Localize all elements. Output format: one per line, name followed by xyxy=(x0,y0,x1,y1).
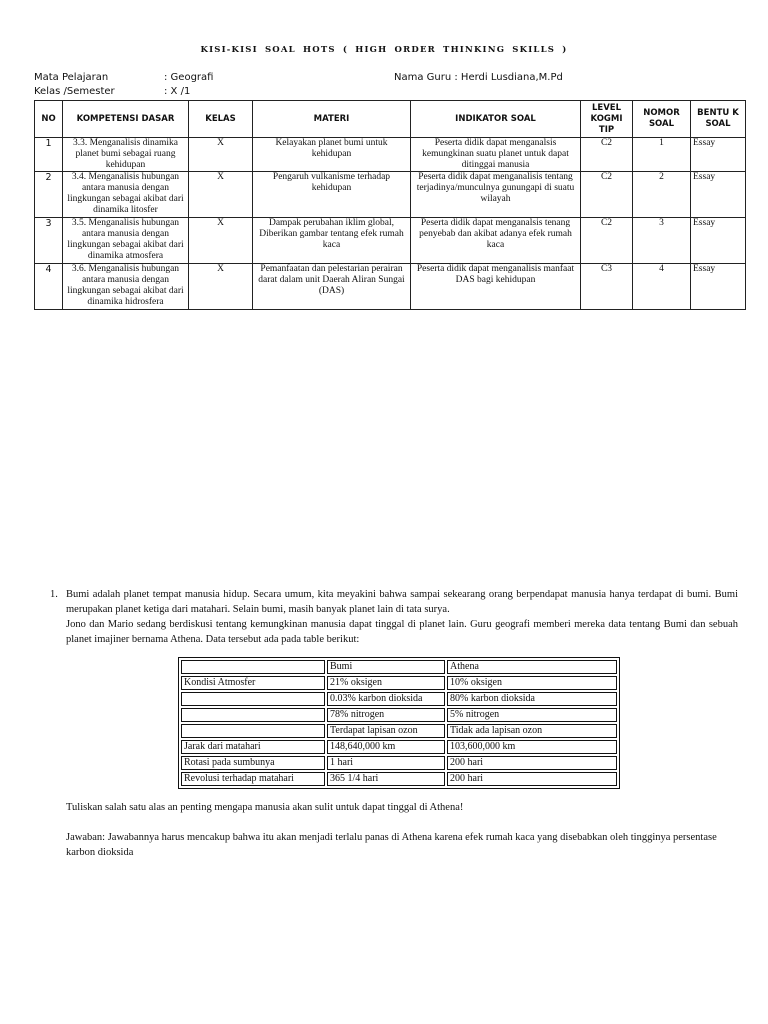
row-label-cell xyxy=(181,692,325,706)
cell-indikator: Peserta didik dapat menganalisis manfaat DAS bagi kehidupan xyxy=(411,264,581,310)
question-number: 1. xyxy=(50,589,58,600)
cell-kompetensi-dasar: 3.4. Menganalisis hubungan antara manusia dengan lingkungan sebagai akibat dari dinamika litosfer xyxy=(63,172,189,218)
cell-level: C2 xyxy=(581,218,633,264)
kisi-header-row xyxy=(35,101,746,138)
table-row xyxy=(181,676,617,690)
cell-kelas: X xyxy=(189,218,253,264)
planet-data-table xyxy=(178,657,620,789)
bumi-cell: 21% oksigen xyxy=(327,676,445,690)
bumi-cell: 365 1/4 hari xyxy=(327,772,445,786)
header-nomor-soal: NOMOR SOAL xyxy=(633,101,691,138)
header-materi: MATERI xyxy=(253,101,411,138)
table-row xyxy=(181,772,617,786)
table-row xyxy=(35,218,746,264)
cell-kompetensi-dasar: 3.3. Menganalisis dinamika planet bumi sebagai ruang kehidupan xyxy=(63,138,189,172)
cell-no: 2 xyxy=(35,172,63,218)
cell-materi: Pemanfaatan dan pelestarian perairan darat dalam unit Daerah Aliran Sungai (DAS) xyxy=(253,264,411,310)
cell-kelas: X xyxy=(189,138,253,172)
table-row xyxy=(181,692,617,706)
row-label-cell xyxy=(181,724,325,738)
table-row xyxy=(181,756,617,770)
header-kelas: KELAS xyxy=(189,101,253,138)
teacher-name: Nama Guru : Herdi Lusdiana,M.Pd xyxy=(394,72,563,83)
cell-bentuk: Essay xyxy=(691,138,746,172)
bumi-cell: 1 hari xyxy=(327,756,445,770)
cell-indikator: Peserta didik dapat menganalsis kemungkinan suatu planet untuk dapat ditinggai manusia xyxy=(411,138,581,172)
bumi-cell: 78% nitrogen xyxy=(327,708,445,722)
cell-materi: Dampak perubahan iklim global, Diberikan gambar tentang efek rumah kaca xyxy=(253,218,411,264)
cell-nomor: 3 xyxy=(633,218,691,264)
row-label-cell: Revolusi terhadap matahari xyxy=(181,772,325,786)
athena-cell: Tidak ada lapisan ozon xyxy=(447,724,617,738)
table-row xyxy=(181,708,617,722)
header-kompetensi-dasar: KOMPETENSI DASAR xyxy=(63,101,189,138)
cell-level: C3 xyxy=(581,264,633,310)
subject-value: : Geografi xyxy=(164,72,214,83)
cell-indikator: Peserta didik dapat menganalsis tenang penyebab dan akibat adanya efek rumah kaca xyxy=(411,218,581,264)
cell-bentuk: Essay xyxy=(691,172,746,218)
cell-nomor: 4 xyxy=(633,264,691,310)
cell-bentuk: Essay xyxy=(691,218,746,264)
table-row xyxy=(181,724,617,738)
answer-text: Jawaban: Jawabannya harus mencakup bahwa itu akan menjadi terlalu panas di Athena karena efek rumah kaca yang disebabkan oleh tingginya persentase karbon dioksida xyxy=(66,832,717,858)
row-label-cell: Rotasi pada sumbunya xyxy=(181,756,325,770)
table-row xyxy=(35,172,746,218)
kisi-kisi-table xyxy=(34,100,746,310)
athena-cell: 200 hari xyxy=(447,772,617,786)
bumi-cell: Terdapat lapisan ozon xyxy=(327,724,445,738)
table-row xyxy=(35,138,746,172)
cell-no: 1 xyxy=(35,138,63,172)
athena-cell: 80% karbon dioksida xyxy=(447,692,617,706)
row-label-cell: Jarak dari matahari xyxy=(181,740,325,754)
bumi-cell: 148,640,000 km xyxy=(327,740,445,754)
cell-materi: Pengaruh vulkanisme terhadap kehidupan xyxy=(253,172,411,218)
header-no: NO xyxy=(35,101,63,138)
header-level-kognitif: LEVEL KOGMI TIP xyxy=(581,101,633,138)
cell-kelas: X xyxy=(189,264,253,310)
cell-kompetensi-dasar: 3.6. Menganalisis hubungan antara manusia dengan lingkungan sebagai akibat dari dinamika hidrosfera xyxy=(63,264,189,310)
question-1 xyxy=(50,587,738,647)
athena-cell: Athena xyxy=(447,660,617,674)
class-label: Kelas /Semester xyxy=(34,86,115,97)
cell-materi: Kelayakan planet bumi untuk kehidupan xyxy=(253,138,411,172)
cell-level: C2 xyxy=(581,138,633,172)
document-title: KISI-KISI SOAL HOTS ( HIGH ORDER THINKING SKILLS ) xyxy=(200,45,568,55)
bumi-cell: Bumi xyxy=(327,660,445,674)
cell-kompetensi-dasar: 3.5. Menganalisis hubungan antara manusia dengan lingkungan sebagai akibat dari dinamika atmosfera xyxy=(63,218,189,264)
cell-kelas: X xyxy=(189,172,253,218)
cell-bentuk: Essay xyxy=(691,264,746,310)
athena-cell: 10% oksigen xyxy=(447,676,617,690)
row-label-cell: Kondisi Atmosfer xyxy=(181,676,325,690)
cell-no: 3 xyxy=(35,218,63,264)
subject-label: Mata Pelajaran xyxy=(34,72,109,83)
table-row xyxy=(181,660,617,674)
cell-level: C2 xyxy=(581,172,633,218)
question-paragraph-1: Bumi adalah planet tempat manusia hidup. Secara umum, kita meyakini bahwa sampai sekearang orang berpendapat manusia hanya terdapat di bumi. Bumi merupakan planet ketiga dari matahari. Selain bumi, masih banyak planet lain di tata surya. xyxy=(66,589,738,615)
class-value: : X /1 xyxy=(164,86,191,97)
athena-cell: 5% nitrogen xyxy=(447,708,617,722)
cell-nomor: 1 xyxy=(633,138,691,172)
cell-no: 4 xyxy=(35,264,63,310)
row-label-cell xyxy=(181,708,325,722)
row-label-cell xyxy=(181,660,325,674)
table-row xyxy=(181,740,617,754)
athena-cell: 200 hari xyxy=(447,756,617,770)
cell-nomor: 2 xyxy=(633,172,691,218)
athena-cell: 103,600,000 km xyxy=(447,740,617,754)
header-indikator-soal: INDIKATOR SOAL xyxy=(411,101,581,138)
table-row xyxy=(35,264,746,310)
header-bentuk-soal: BENTU K SOAL xyxy=(691,101,746,138)
bumi-cell: 0.03% karbon dioksida xyxy=(327,692,445,706)
question-prompt: Tuliskan salah satu alas an penting mengapa manusia akan sulit untuk dapat tinggal di Athena! xyxy=(66,802,464,813)
question-paragraph-2: Jono dan Mario sedang berdiskusi tentang kemungkinan manusia dapat tinggal di planet lain. Guru geografi memberi mereka data tentang Bumi dan sebuah planet imajiner bernama Athena. Data tersebut ada pada table berikut: xyxy=(66,619,738,645)
question-body xyxy=(66,587,738,647)
cell-indikator: Peserta didik dapat menganalisis tentang terjadinya/munculnya gunungapi di suatu wilayah xyxy=(411,172,581,218)
